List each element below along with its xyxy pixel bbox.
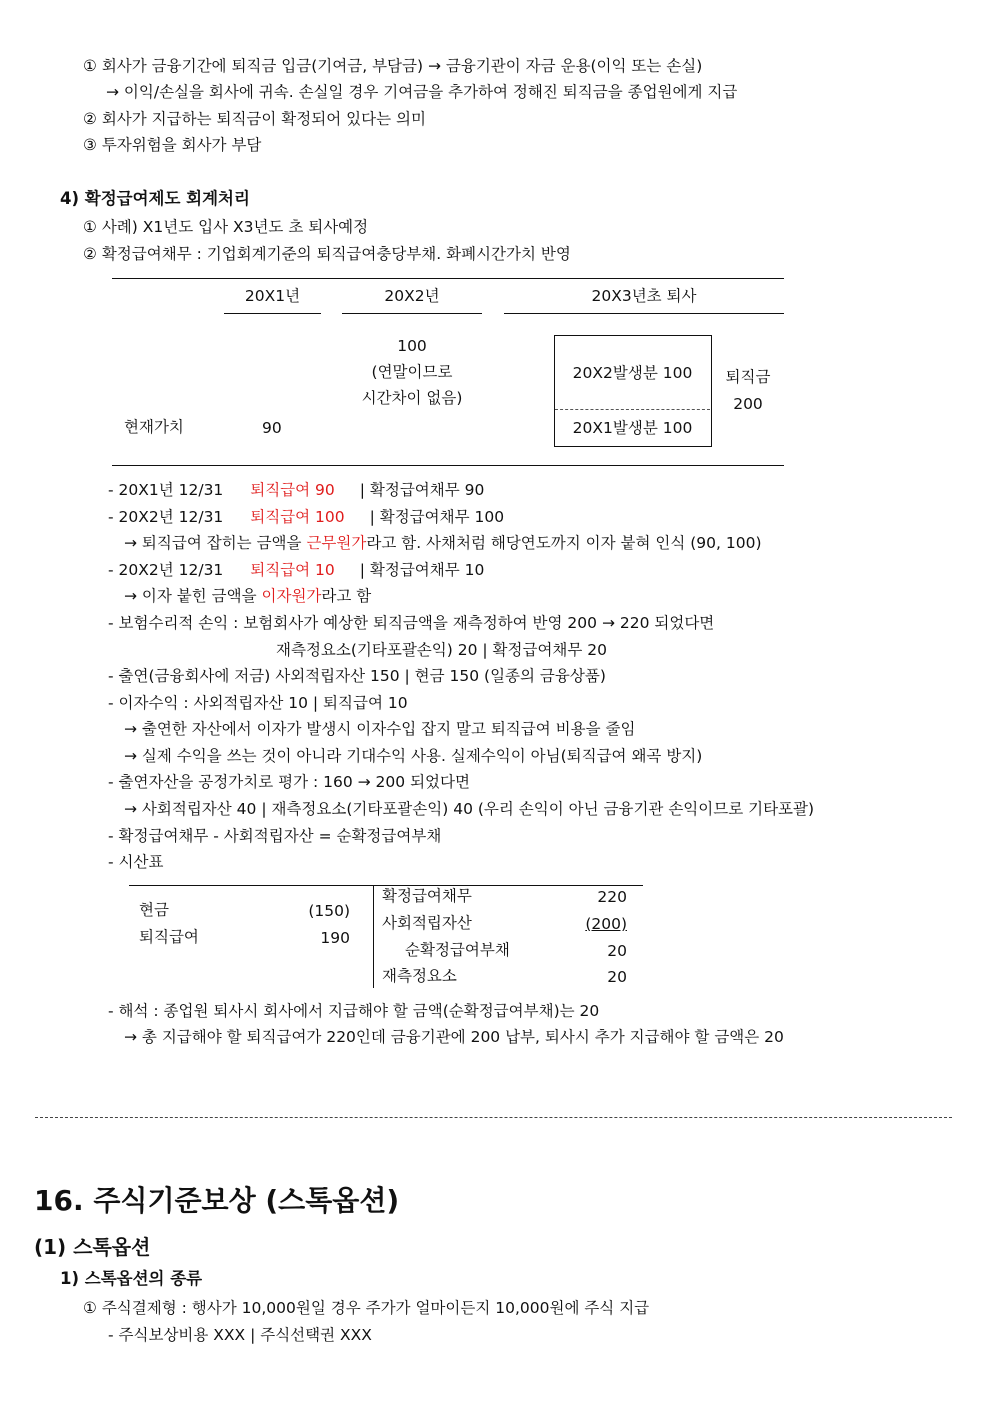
header-underline-20x1	[224, 313, 321, 314]
trial-right-label: 순확정급여부채	[405, 941, 510, 959]
timeline-header-20x3: 20X3년초 퇴사	[591, 287, 697, 305]
accrual-20x1: 20X1발생분 100	[572, 419, 693, 437]
interpretation-line-2: → 총 지급해야 할 퇴직급여가 220인데 금융기관에 200 납부, 퇴사시 추가 지급해야 할 금액은 20	[124, 1028, 784, 1046]
trial-left-value: 190	[320, 929, 350, 947]
chapter-title: 16. 주식기준보상 (스톡옵션)	[34, 1184, 400, 1217]
entry-2-debit: 퇴직급여 100	[250, 508, 345, 526]
entry-2-credit: | 확정급여채무 100	[369, 508, 505, 526]
service-cost-term: 근무원가	[306, 534, 367, 552]
section-separator	[35, 1117, 952, 1118]
accrual-box-divider	[555, 409, 710, 410]
service-cost-note-suffix: 라고 함. 사채처럼 해당연도까지 이자 붙혀 인식 (90, 100)	[366, 534, 762, 552]
value-100: 100	[397, 337, 427, 355]
actuarial-entry: 재측정요소(기타포괄손익) 20 | 확정급여채무 20	[276, 641, 608, 659]
entry-3-debit: 퇴직급여 10	[250, 561, 335, 579]
interest-cost-note-suffix: 라고 함	[321, 587, 372, 605]
interest-cost-note	[124, 586, 371, 606]
service-cost-note-prefix: → 퇴직급여 잡히는 금액을	[124, 534, 307, 552]
present-value-label: 현재가치	[124, 418, 184, 436]
interest-income-line: - 이자수익 : 사외적립자산 10 | 퇴직급여 10	[108, 694, 408, 712]
interest-cost-term: 이자원가	[261, 587, 322, 605]
net-liability-line: - 확정급여채무 - 사회적립자산 = 순확정급여부채	[108, 827, 442, 845]
entry-2	[108, 507, 504, 527]
present-value-90: 90	[262, 419, 282, 437]
entry-2-date: - 20X2년 12/31	[108, 508, 224, 526]
interest-cost-note-prefix: → 이자 붙힌 금액을	[124, 587, 262, 605]
entry-3-credit: | 확정급여채무 10	[359, 561, 485, 579]
interest-income-note-1: → 출연한 자산에서 이자가 발생시 이자수입 잡지 말고 퇴직급여 비용을 줄임	[124, 720, 636, 738]
interest-income-note-2: → 실제 수익을 쓰는 것이 아니라 기대수익 사용. 실제수익이 아님(퇴직급여 왜곡 방지)	[124, 747, 703, 765]
trial-right-label: 재측정요소	[382, 967, 457, 985]
timeline-top-rule	[112, 278, 784, 279]
entry-1	[108, 480, 484, 500]
trial-right-value: 20	[607, 968, 627, 986]
stock-option-type-1: ① 주식결제형 : 행사가 10,000원일 경우 주가가 얼마이든지 10,000원에 주식 지급	[83, 1299, 650, 1317]
subsubsection-title: 1) 스톡옵션의 종류	[60, 1269, 203, 1288]
header-underline-20x2	[342, 313, 482, 314]
top-line-1: ① 회사가 금융기간에 퇴직금 입금(기여금, 부담금) → 금융기관이 자금 운용(이익 또는 손실)	[83, 57, 703, 75]
fair-value-entry: → 사회적립자산 40 | 재측정요소(기타포괄손익) 40 (우리 손익이 아닌 금융기관 손익이므로 기타포괄)	[124, 800, 815, 818]
retirement-label: 퇴직금	[725, 368, 771, 386]
fair-value-line: - 출연자산을 공정가치로 평가 : 160 → 200 되었다면	[108, 773, 470, 791]
trial-left-value: (150)	[308, 902, 350, 920]
entry-1-credit: | 확정급여채무 90	[359, 481, 485, 499]
entry-3-date: - 20X2년 12/31	[108, 561, 224, 579]
entry-1-date: - 20X1년 12/31	[108, 481, 224, 499]
interpretation-line-1: - 해석 : 종업원 퇴사시 회사에서 지급해야 할 금액(순확정급여부채)는 20	[108, 1002, 600, 1020]
entry-3	[108, 560, 484, 580]
section-heading: 4) 확정급여제도 회계처리	[60, 189, 250, 208]
trial-right-value: (200)	[585, 915, 627, 933]
retirement-total: 200	[733, 395, 763, 413]
trial-left-label: 현금	[139, 901, 169, 919]
trial-left-label: 퇴직급여	[139, 928, 199, 946]
trial-divider	[373, 885, 374, 988]
stock-option-entry: - 주식보상비용 XXX | 주식선택권 XXX	[108, 1326, 372, 1344]
trial-right-value: 220	[597, 888, 627, 906]
timeline-header-20x2: 20X2년	[384, 287, 440, 305]
service-cost-note	[124, 533, 762, 553]
note-line-1: (연말이므로	[371, 363, 453, 381]
note-line-2: 시간차이 없음)	[361, 389, 463, 407]
top-line-3: ② 회사가 지급하는 퇴직금이 확정되어 있다는 의미	[83, 110, 426, 128]
header-underline-20x3	[504, 313, 784, 314]
trial-right-label: 사회적립자산	[382, 914, 472, 932]
definition-line: ② 확정급여채무 : 기업회계기준의 퇴직급여충당부채. 화폐시간가치 반영	[83, 245, 571, 263]
trial-right-label: 확정급여채무	[382, 887, 472, 905]
timeline-header-20x1: 20X1년	[244, 287, 301, 305]
subsection-title: (1) 스톡옵션	[34, 1235, 151, 1259]
top-line-2: → 이익/손실을 회사에 귀속. 손실일 경우 기여금을 추가하여 정해진 퇴직금을 종업원에게 지급	[106, 83, 738, 101]
accrual-20x2: 20X2발생분 100	[572, 364, 693, 382]
example-line: ① 사례) X1년도 입사 X3년도 초 퇴사예정	[83, 218, 369, 236]
entry-1-debit: 퇴직급여 90	[250, 481, 335, 499]
trial-balance-label: - 시산표	[108, 853, 164, 871]
trial-right-value: 20	[607, 942, 627, 960]
contribution-line: - 출연(금융회사에 저금) 사외적립자산 150 | 현금 150 (일종의 금융상품)	[108, 667, 606, 685]
top-line-4: ③ 투자위험을 회사가 부담	[83, 136, 262, 154]
timeline-bottom-rule	[112, 465, 784, 466]
actuarial-line: - 보험수리적 손익 : 보험회사가 예상한 퇴직금액을 재측정하여 반영 200 → 220 되었다면	[108, 614, 715, 632]
